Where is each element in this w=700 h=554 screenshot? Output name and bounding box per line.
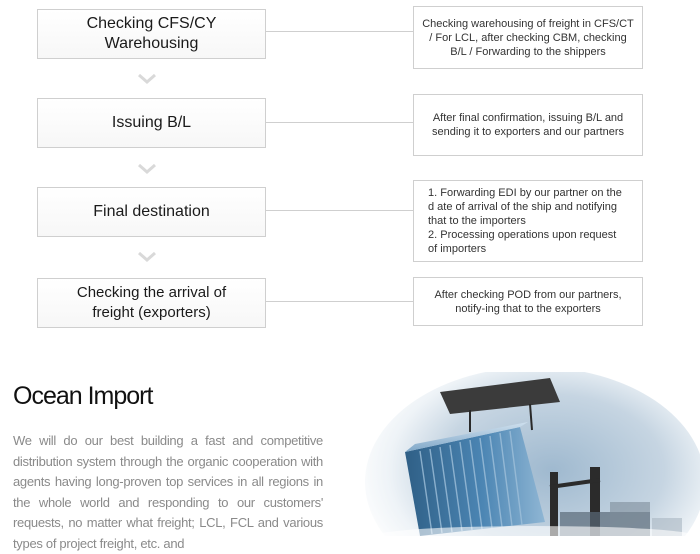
step-description (428, 186, 628, 256)
step-box-checking-arrival (37, 278, 266, 328)
step-description: After final confirmation, issuing B/L and sending it to exporters and our partners (431, 112, 624, 138)
step-label: Checking the arrival of freight (exporters) (76, 284, 227, 321)
step-description-box (413, 277, 643, 326)
connector-line (266, 210, 413, 211)
section-title: Ocean Import (13, 382, 153, 410)
step-label: Checking CFS/CY Warehousing (86, 15, 217, 52)
chevron-down-icon (137, 163, 157, 175)
step-description-box (413, 94, 643, 156)
step-box-final-destination (37, 187, 266, 237)
connector-line (266, 31, 413, 32)
chevron-down-icon (137, 251, 157, 263)
description-line: 2. Processing operations upon request of importers (428, 229, 617, 255)
step-description-box (413, 180, 643, 262)
step-label: Issuing B/L (111, 114, 192, 131)
chevron-down-icon (137, 73, 157, 85)
step-description: After checking POD from our partners, notify-ing that to the exporters (434, 288, 622, 315)
section-body-text: We will do our best building a fast and competitive distribution system through the organic cooperation with agents having long-proven top services in all regions in the whole world and responding to our customers' requests, no matter what freight; LCL, FCL and various types of project freight, etc. and (13, 433, 323, 551)
connector-line (266, 301, 413, 302)
step-label: Final destination (93, 203, 210, 220)
container-crane-photo (360, 372, 700, 536)
connector-line (266, 122, 413, 123)
step-description-box (413, 6, 643, 69)
step-box-issuing-bl (37, 98, 266, 148)
description-line: 1. Forwarding EDI by our partner on the d ate of arrival of the ship and notifying that to the importers (428, 187, 622, 227)
step-box-checking-warehousing (37, 9, 266, 59)
step-description: Checking warehousing of freight in CFS/CT / For LCL, after checking CBM, checking B/L / Forwarding to the shippers (422, 17, 634, 58)
